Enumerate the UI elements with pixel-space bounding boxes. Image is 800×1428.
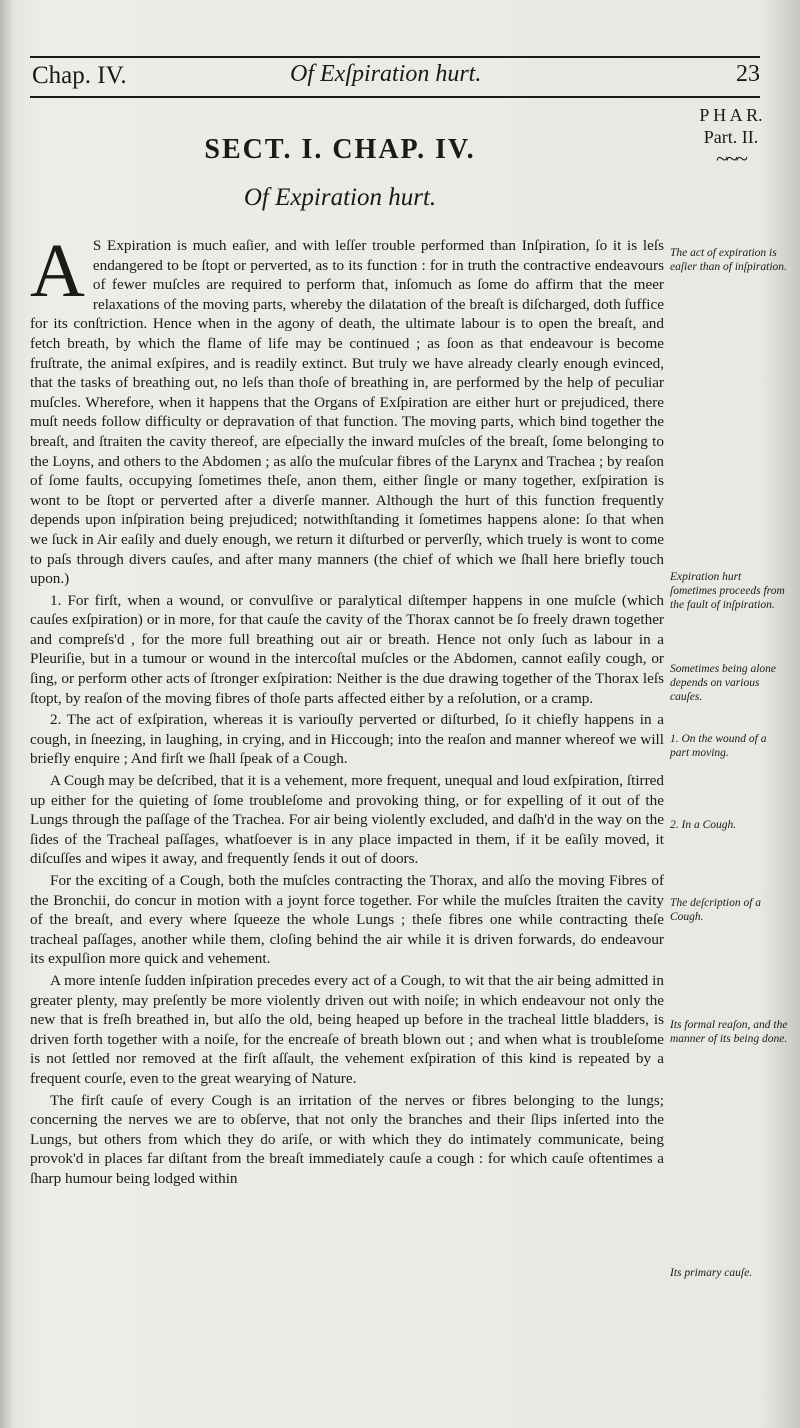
flourish-ornament-icon: ~~~	[716, 146, 746, 171]
margin-note: Expiration hurt ſometimes proceeds from the fault of inſpiration.	[670, 571, 785, 611]
running-head	[30, 56, 760, 98]
section-label	[676, 104, 786, 170]
drop-cap: A	[30, 229, 85, 313]
chapter-title: Of Expiration hurt.	[243, 184, 437, 211]
paragraph: A more intenſe ſudden inſpiration precedes every act of a Cough, to wit that the air being admitted in greater plenty, may preſently be more violently driven out with noiſe; in which endeavour not only the new that is freſh breathed in, but alſo the old, being heaped up before in the tracheal little bladders, is driven forth together with a noiſe, for the encreaſe of breath blown out ; and when what is troubleſome is not ſettled nor removed at the firſt aſſault, the vehement exſpiration of this kind is repeated by a frequent courſe, even to the great wearying of Nature.	[30, 971, 664, 1087]
section-label-line1: P H A R.	[699, 105, 763, 125]
paragraph: The firſt cauſe of every Cough is an irritation of the nerves or fibres belonging to the lungs; concerning the nerves we are to obſerve, that not only the branches and their ſlips inſerted into the Lungs, but others from which they do ariſe, or with which they do intimately communicate, being provok'd in places far diſtant from the breaſt immediately cauſe a cough : for which cauſe oftentimes a ſharp humour being lodged within	[30, 1091, 664, 1187]
margin-note: 2. In a Cough.	[670, 819, 737, 831]
running-head-chapter: Chap. IV.	[32, 62, 127, 89]
paragraph: A Cough may be deſcribed, that it is a vehement, more frequent, unequal and loud exſpiration, ſtirred up either for the quieting of ſome troubleſome and provoking thing, or for expelling of it out of the Lungs through the paſſage of the Trachea. For air being violently excluded, and daſh'd in the way on the ſides of the Tracheal paſſages, whatſoever is in any place impacted in them, if it be eaſily moved, it diſcuſſes and wipes it away, and frequently ſends it out of doors.	[30, 772, 664, 868]
section-label-line2: Part. II.	[703, 127, 759, 147]
section-heading: SECT. I. CHAP. IV.	[204, 134, 476, 165]
paragraph: 1. For firſt, when a wound, or convulſive or paralytical diſtemper happens in one muſcle (which cauſes exſpiration) or in more, for that cauſe the cavity of the Thorax cannot be ſo freely drawn together and compreſs'd , for the more full breathing out air or breath. Hence not only ſuch as labour in a Pleuriſie, but in a tumour or wound in the intercoſtal muſcles or the Abdomen, cannot eaſily cough, or ſing, or perform other acts of ſtronger exſpiration: Neither is the due drawing together of the Thorax leſs ſtopt, by reaſon of the moving fibres of thoſe parts affected either by a reſolution, or a cramp.	[30, 591, 664, 707]
paragraph	[30, 229, 664, 589]
margin-note: Sometimes being alone depends on various cauſes.	[670, 663, 777, 703]
margin-note: 1. On the wound of a part moving.	[670, 733, 767, 759]
margin-note: The deſcription of a Cough.	[670, 897, 762, 923]
body-text	[30, 229, 664, 1189]
running-head-title: Of Exſpiration hurt.	[290, 61, 482, 87]
margin-note: Its primary cauſe.	[670, 1267, 753, 1279]
page-number: 23	[736, 61, 760, 87]
paragraph: For the exciting of a Cough, both the muſcles contracting the Thorax, and alſo the moving Fibres of the Bronchii, do concur in motion with a joynt force together. For while the muſcles ſtraiten the cavity of the breaſt, and every where ſqueeze the whole Lungs ; theſe fibres one while contracting theſe tracheal paſſages, another while them, cloſing behind the air while it is driven forwards, do endeavour its expulſion more quick and vehement.	[30, 872, 664, 968]
paragraph: 2. The act of exſpiration, whereas it is variouſly perverted or diſturbed, ſo it chiefly happens in a cough, in ſneezing, in laughing, in crying, and in Hiccough; into the reaſon and manner whereof we will briefly enquire ; And firſt we ſhall ſpeak of a Cough.	[30, 711, 664, 768]
margin-note: Its formal reaſon, and the manner of its being done.	[670, 1019, 788, 1045]
margin-note: The act of expiration is eaſier than of inſpiration.	[670, 247, 787, 273]
paragraph-text: S Expiration is much eaſier, and with leſſer trouble performed than Inſpiration, ſo it is leſs endangered to be ſtopt or perverted, as to its function : for in truth the contractive endeavours of fewer muſcles are required to perform that, inſomuch as ſome do affirm that the meer relaxations of the moving parts, whereby the dilatation of the breaſt is diſcharged, doth ſuffice for its conſtriction. Hence when in the agony of death, the ultimate labour is to open the breaſt, and fetch breath, by which the flame of life may be continued ; as ſoon as that endeavour is become fruſtrate, the animal exſpires, and is readily extinct. But truly we have already clearly enough evinced, that the tasks of breathing out, no leſs than thoſe of breathing in, are performed by the help of peculiar muſcles. Wherefore, when it happens that the Organs of Exſpiration are either hurt or prejudiced, there muſt needs follow difficulty or depravation of that function. The moving parts, which bind together the breaſt, and ſtraiten the cavity thereof, are eſpecially the inward muſcles of the breaſt, ſome belonging to the Loyns, and others to the Abdomen ; as alſo the muſcular fibres of the Larynx and Trachea ; by reaſon of ſome faults, occupying ſometimes theſe, anon them, either ſingle or many together, exſpiration is wont to be ſtopt or perverted after a diverſe manner. Although the hurt of this function frequently depends upon inſpiration being prejudiced; notwithſtanding it ſometimes happens alone: ſo that when we ſuck in Air eaſily and duely enough, we return it diſturbed or perverſly, which truely is wont to come to paſs through divers cauſes, and after many manners (the chief of which we ſhall here briefly touch upon.)	[30, 237, 664, 588]
